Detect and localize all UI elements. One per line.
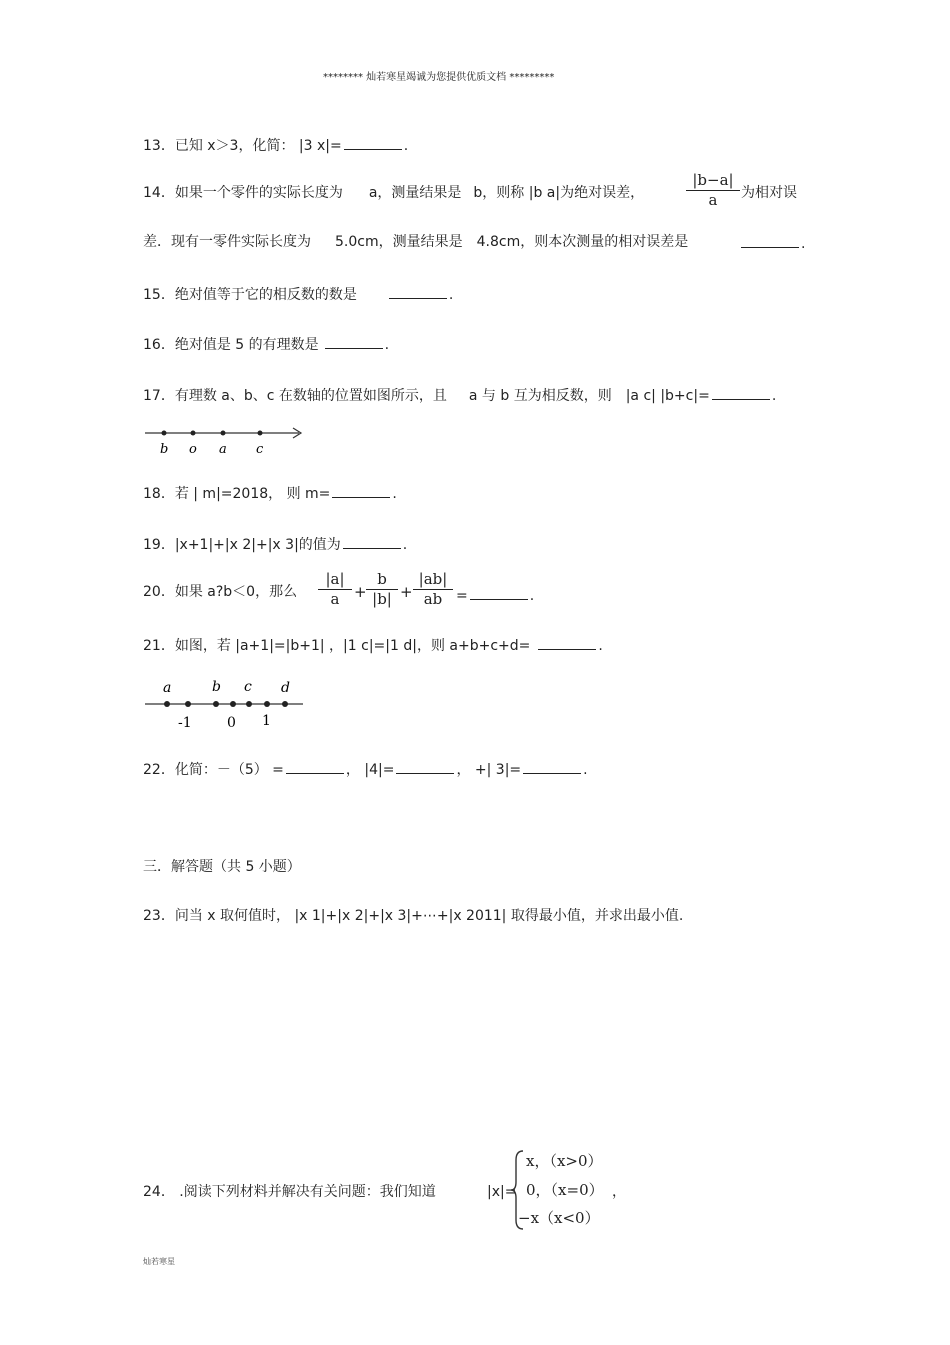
fraction-denominator: a [330,590,340,608]
point-a [221,431,226,436]
equals-sign: = [456,588,468,604]
question-22-text-c: ， +| 3|= [456,762,522,778]
fraction-numerator: |b−a| [692,171,734,189]
question-19-text: 19．|x+1|+|x 2|+|x 3|的值为 [143,537,341,553]
answer-blank [396,759,454,774]
case-negative: −x（x<0） [518,1209,600,1227]
question-21-text: 21．如图，若 |a+1|=|b+1| ，|1 c|=|1 d|，则 a+b+c+d= [143,638,531,654]
answer-blank [523,759,581,774]
question-14-text-d: 为相对误 [741,185,797,201]
fraction-abs-ab-over-ab [413,571,453,608]
period: . [583,762,588,778]
point-o [191,431,196,436]
label-minus-1: -1 [178,715,192,731]
point-a [164,701,170,707]
point-minus-1 [185,701,191,707]
point-b [213,701,219,707]
question-14-text-c: b，则称 |b a|为绝对误差， [473,185,645,201]
answer-blank [286,759,344,774]
point-zero [230,701,236,707]
number-line-figure-21 [143,674,308,736]
fraction-numerator: |a| [325,570,345,588]
question-14-text-a: 14．如果一个零件的实际长度为 [143,185,343,201]
question-16 [143,334,389,354]
question-14-text-f: 5.0cm，测量结果是 [335,234,463,250]
answer-blank [741,233,799,248]
fraction-numerator: b [377,570,387,588]
point-c [246,701,252,707]
question-23: 23．问当 x 取何值时， |x 1|+|x 2|+|x 3|+⋯+|x 2011| 取得最小值，并求出最小值. [143,908,684,924]
question-18 [143,483,397,503]
plus-sign: + [400,583,413,601]
question-15 [143,284,453,304]
label-b: b [212,679,221,695]
page-header: ******** 灿若寒星竭诚为您提供优质文档 ********* [323,72,555,83]
answer-blank [712,385,770,400]
answer-blank [344,135,402,150]
question-19 [143,534,407,554]
question-14-line-2 [143,233,688,251]
number-line-figure-17 [143,420,313,456]
case-positive: x，（x>0） [526,1152,603,1170]
question-14-text-e: 差．现有一零件实际长度为 [143,234,311,250]
fraction-denominator: a [708,191,718,209]
fraction-b-over-abs-b [366,571,398,608]
axis-label-a: a [219,442,227,456]
label-one: 1 [262,713,271,729]
plus-sign: + [354,583,367,601]
answer-blank [325,334,383,349]
question-17 [143,385,776,405]
question-15-text: 15．绝对值等于它的相反数的数是 [143,287,357,303]
question-24-text: 24． .阅读下列材料并解决有关问题：我们知道 [143,1184,436,1200]
point-d [282,701,288,707]
period: . [529,588,535,604]
period: . [448,287,454,303]
answer-blank [470,585,528,600]
period: . [384,337,390,353]
question-22 [143,759,588,779]
section-heading: 三．解答题（共 5 小题） [143,859,301,875]
axis-label-b: b [160,442,169,456]
fraction-numerator: |ab| [418,570,448,588]
question-14-answer [739,233,805,253]
page-footer: 灿若寒星 [143,1257,175,1266]
question-14-text-b: a，测量结果是 [368,185,462,201]
question-17-text-c: |a c| |b+c|= [625,388,710,404]
period: . [392,486,397,502]
period: . [402,537,408,553]
point-c [258,431,263,436]
label-d: d [281,680,290,696]
relative-error-fraction [686,172,740,209]
question-22-text-a: 22．化简：－（5） = [143,762,284,778]
question-14-line-1 [143,184,644,202]
question-17-text-a: 17．有理数 a、b、c 在数轴的位置如图所示，且 [143,388,447,404]
period: . [598,638,603,654]
question-21 [143,635,603,655]
label-a: a [163,680,172,696]
question-14-text-g: 4.8cm，则本次测量的相对误差是 [476,234,689,250]
axis-label-c: c [256,442,264,456]
question-13 [143,135,408,155]
period: . [403,138,409,154]
period: . [801,236,806,252]
abs-x-label: |x|= [487,1184,517,1200]
fraction-abs-a-over-a [318,571,352,608]
question-16-text: 16．绝对值是 5 的有理数是 [143,337,319,353]
label-zero: 0 [227,715,236,731]
trailing-comma: ， [612,1184,626,1200]
period: . [771,388,777,404]
question-17-text-b: a 与 b 互为相反数，则 [468,388,612,404]
question-18-text: 18．若 | m|=2018， 则 m= [143,486,331,502]
point-one [264,701,270,707]
fraction-denominator: ab [423,590,443,608]
fraction-denominator: |b| [372,590,392,608]
question-13-text: 13．已知 x＞3，化简： |3 x|= [143,138,342,154]
question-22-text-b: ， |4|= [345,762,395,778]
question-20-answer [456,585,534,605]
question-20-text: 20．如果 a?b＜0，那么 [143,584,298,600]
label-c: c [244,679,252,695]
axis-label-o: o [189,442,197,456]
case-zero: 0，（x=0） [526,1181,604,1199]
point-b [162,431,167,436]
answer-blank [389,284,447,299]
answer-blank [343,534,401,549]
answer-blank [332,483,390,498]
answer-blank [538,635,596,650]
